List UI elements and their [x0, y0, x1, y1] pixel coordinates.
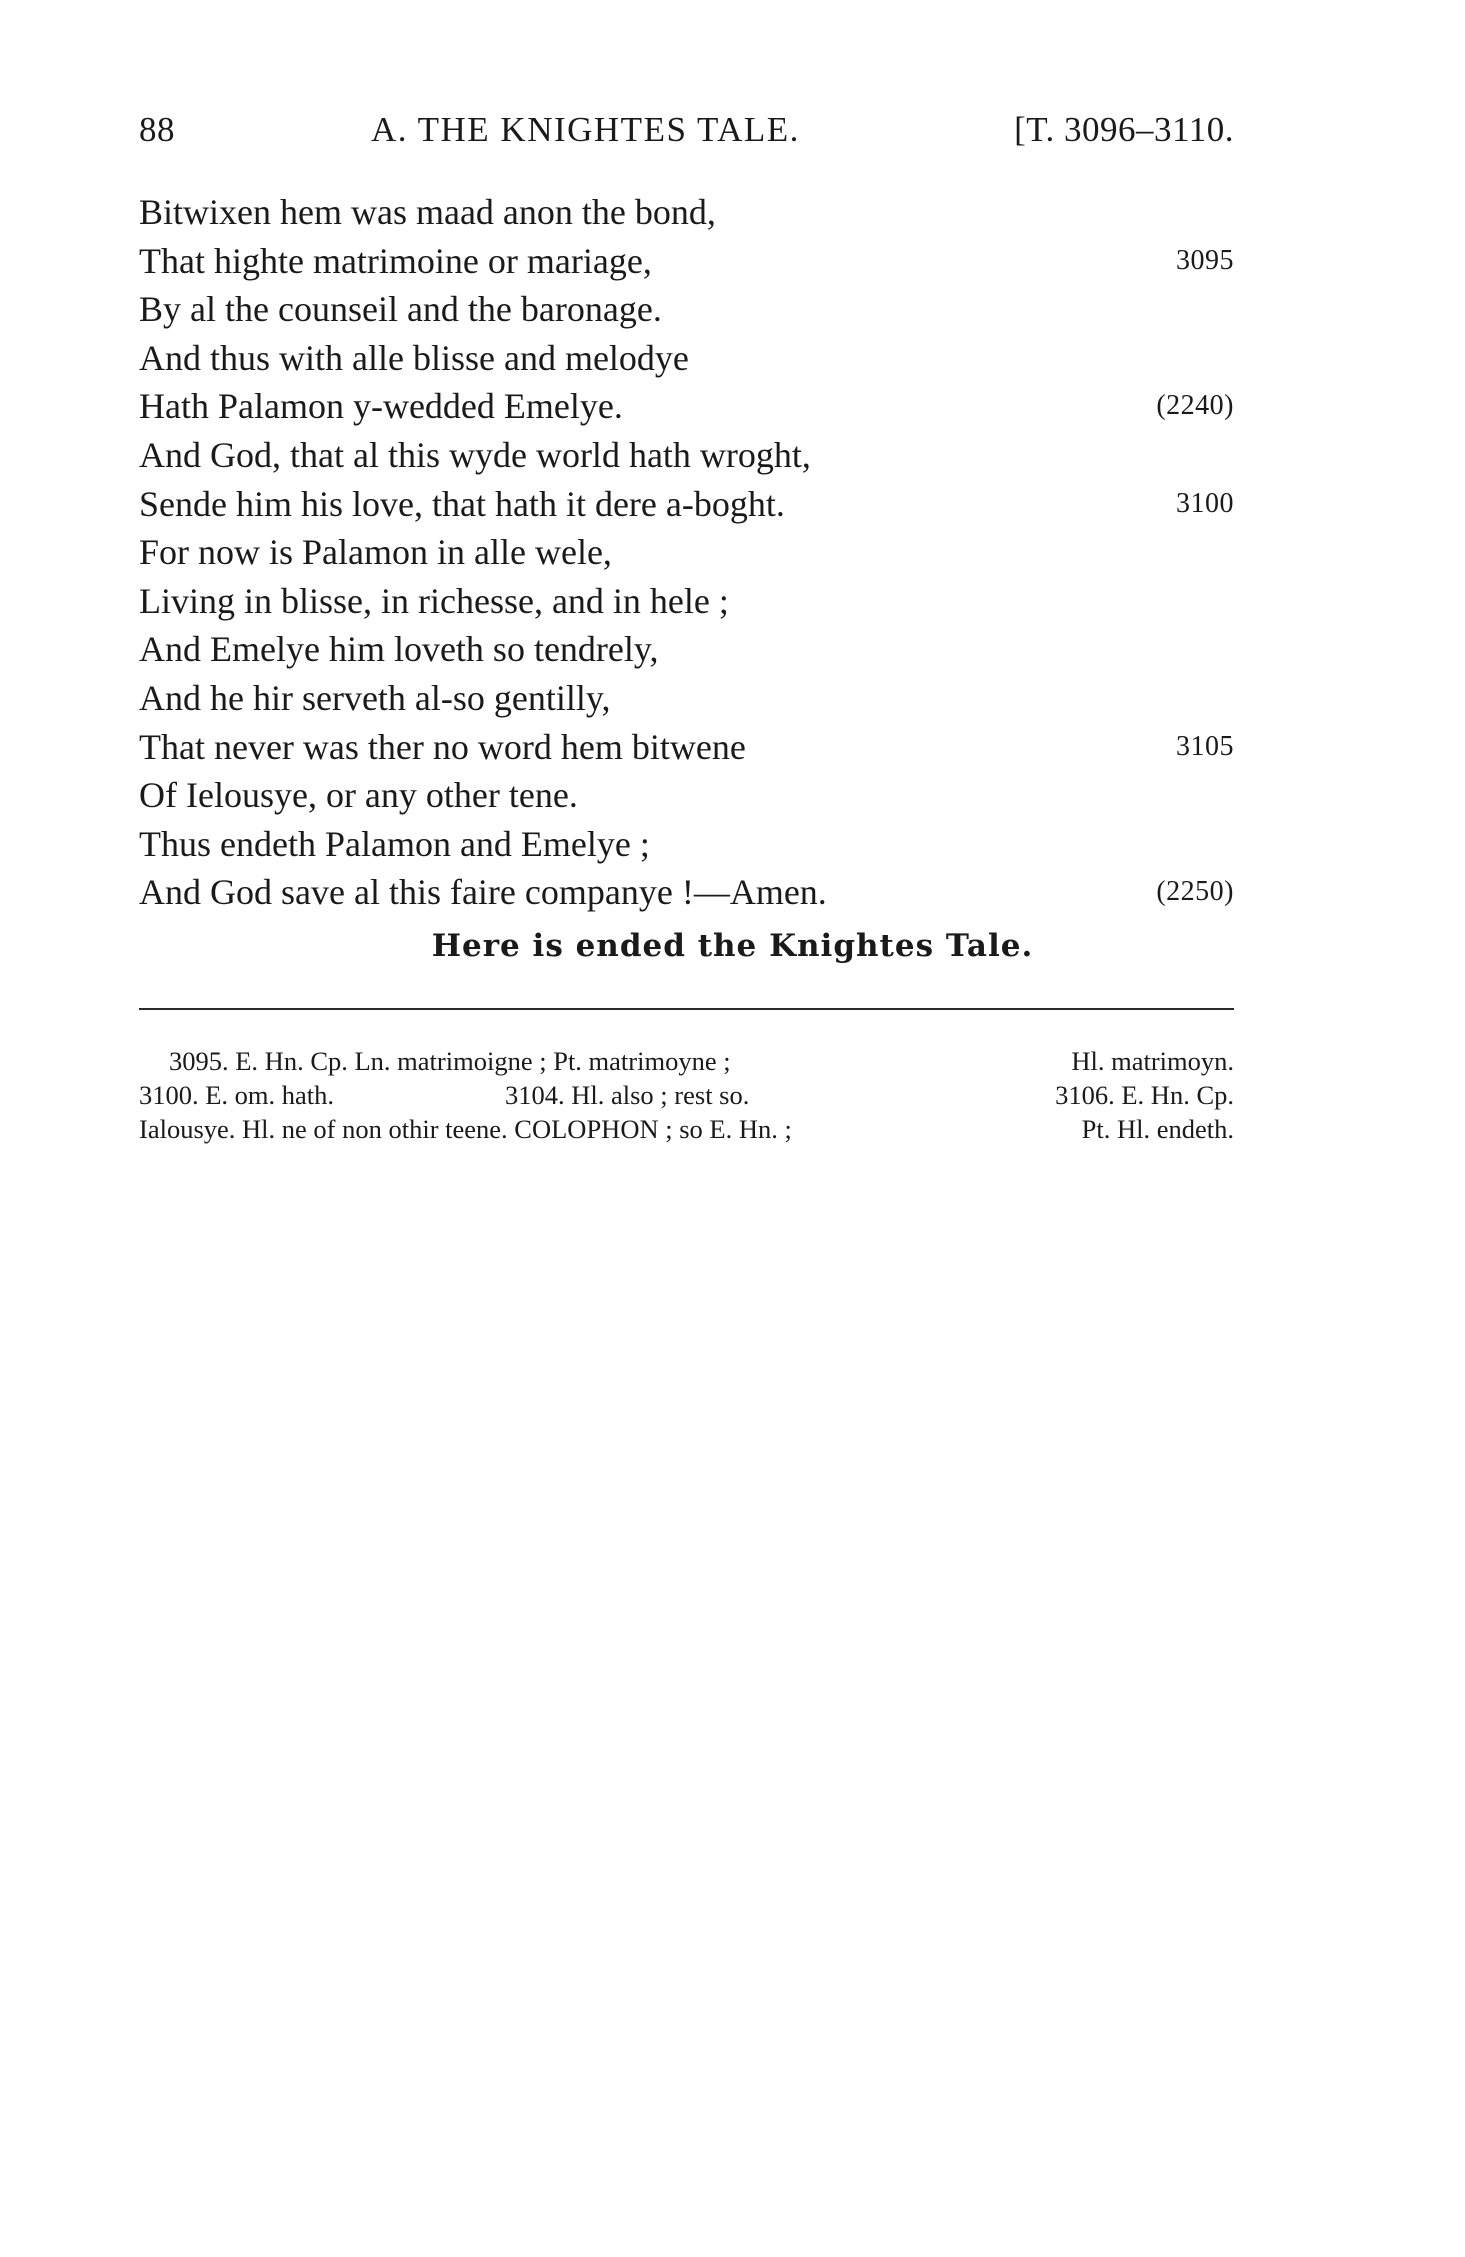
verse-line: Bitwixen hem was maad anon the bond, — [139, 192, 716, 232]
footnotes — [139, 1044, 1234, 1146]
line-number: 3100 — [1176, 487, 1234, 519]
verse-line: Hath Palamon y-wedded Emelye. (2240) — [139, 382, 1234, 431]
verse-line: And he hir serveth al-so gentilly, — [139, 677, 611, 718]
line-number: (2250) — [1156, 876, 1234, 908]
verse-line: That never was ther no word hem bitwene 3105 — [139, 723, 1234, 772]
footnote-text: 3100. E. om. hath. — [139, 1080, 335, 1110]
verse-line: And Emelye him loveth so tendrely, — [139, 629, 659, 670]
verse-line: That highte matrimoine or mariage, 3095 — [139, 237, 1234, 286]
verse-line: Of Ielousye, or any other tene. — [139, 775, 578, 816]
footnote-line — [139, 1112, 1234, 1146]
poem-text — [139, 188, 1234, 917]
footnote-text: Hl. matrimoyn. — [1071, 1046, 1234, 1076]
footnote-divider — [139, 1008, 1234, 1010]
verse-line: And thus with alle blisse and melodye — [139, 337, 689, 378]
colophon: Here is ended the Knightes Tale. — [431, 928, 1034, 964]
footnote-text: 3095. E. Hn. Cp. Ln. matrimoigne ; Pt. matrimoyne ; — [169, 1046, 731, 1076]
verse-line: Sende him his love, that hath it dere a-boght. 3100 — [139, 480, 1234, 529]
verse-line: Thus endeth Palamon and Emelye ; — [139, 823, 650, 864]
footnote-line — [139, 1044, 1234, 1078]
footnote-text: Pt. Hl. endeth. — [1081, 1114, 1234, 1144]
line-number: 3105 — [1176, 730, 1234, 762]
line-range: [T. 3096–3110. — [1014, 110, 1234, 149]
footnote-line — [139, 1078, 1234, 1112]
verse-line: And God, that al this wyde world hath wroght, — [139, 434, 811, 475]
verse-line: And God save al this faire companye !—Amen. (2250) — [139, 868, 1234, 917]
verse-line: By al the counseil and the baronage. — [139, 289, 662, 330]
line-number: 3095 — [1176, 244, 1234, 276]
verse-line: Living in blisse, in richesse, and in hele ; — [139, 580, 729, 621]
footnote-text: Ialousye. Hl. ne of non othir teene. COLOPHON ; so E. Hn. ; — [139, 1114, 792, 1144]
line-number: (2240) — [1156, 390, 1234, 422]
page-number: 88 — [139, 110, 175, 149]
footnote-text: 3104. Hl. also ; rest so. — [505, 1080, 750, 1110]
verse-line: For now is Palamon in alle wele, — [139, 532, 612, 573]
running-title: A. THE KNIGHTES TALE. — [371, 110, 800, 149]
running-header — [139, 110, 1234, 158]
footnote-text: 3106. E. Hn. Cp. — [1055, 1080, 1234, 1110]
